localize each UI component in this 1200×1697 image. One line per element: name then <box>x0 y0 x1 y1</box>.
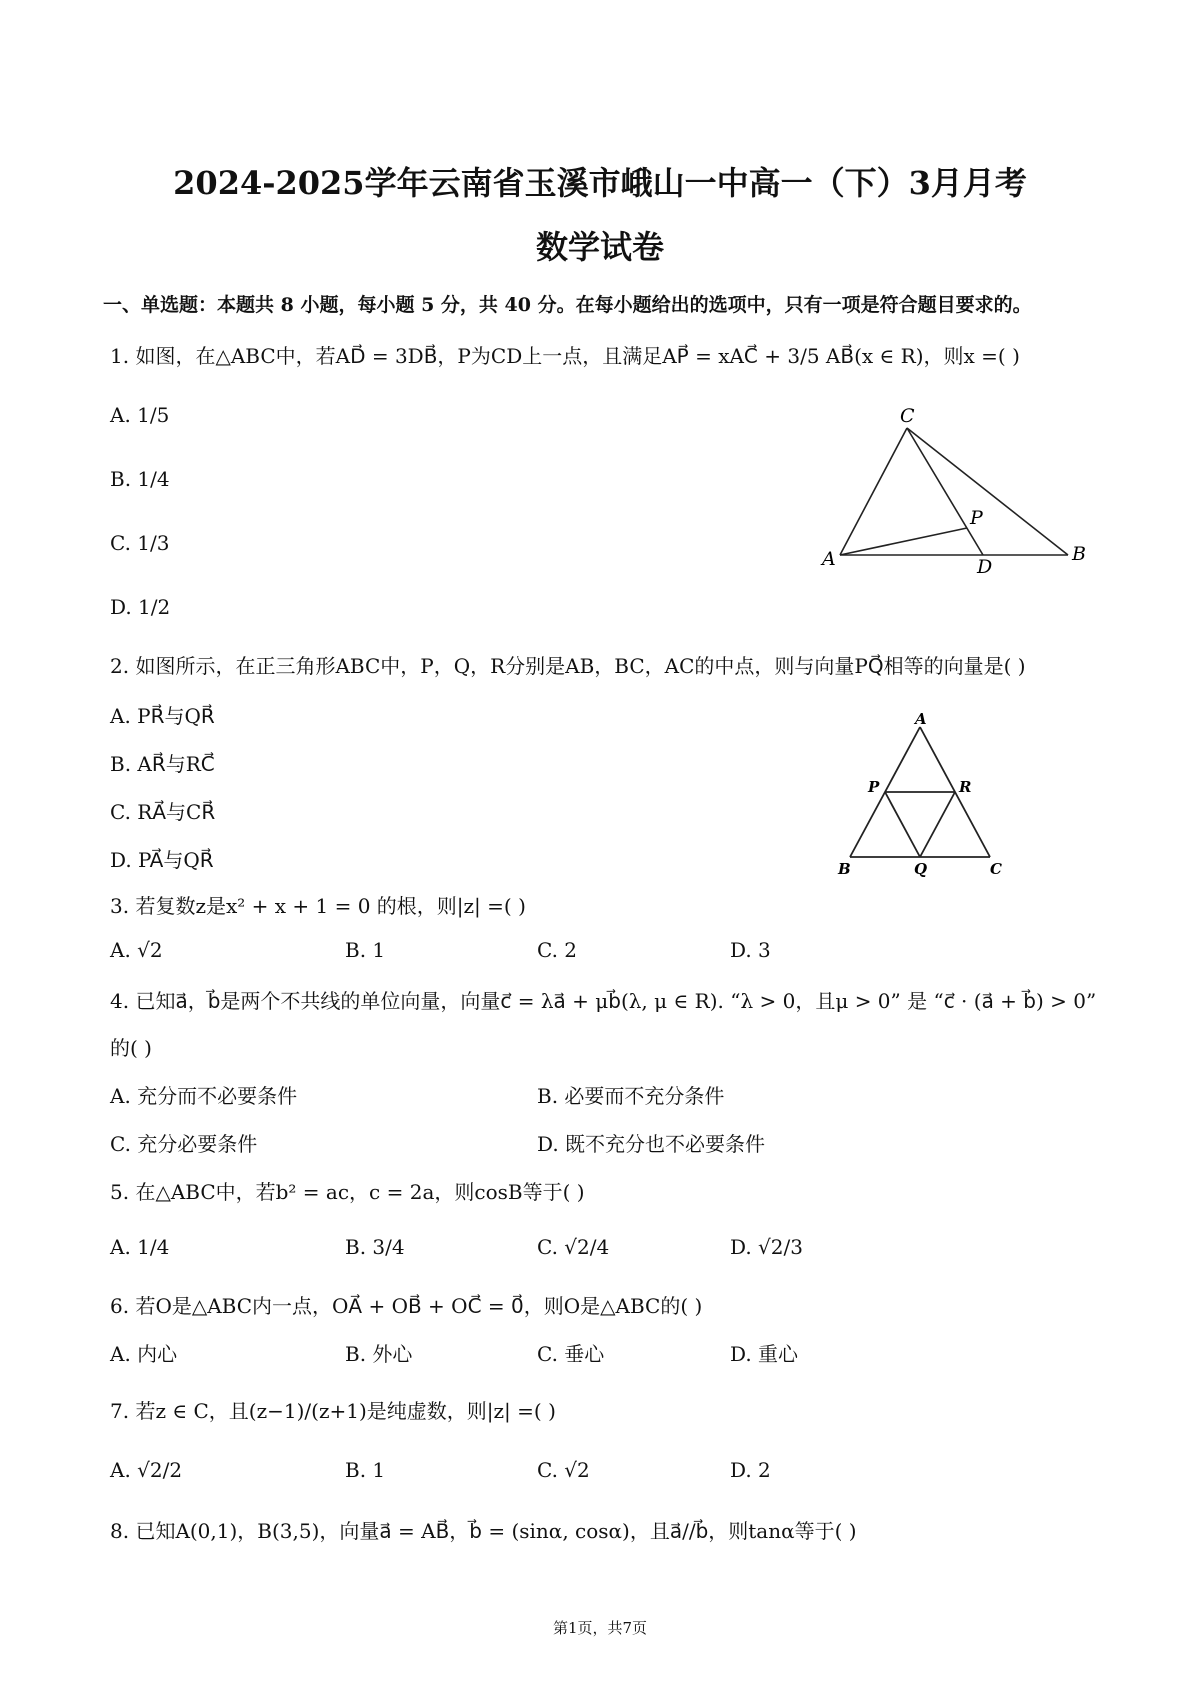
question-4-option-b: B. 必要而不充分条件 <box>537 1084 725 1108</box>
question-6-option-b: B. 外心 <box>345 1342 413 1366</box>
question-7-option-a: A. √2/2 <box>110 1458 183 1482</box>
question-5-option-b: B. 3/4 <box>345 1235 405 1259</box>
fig1-label-d: D <box>977 556 993 578</box>
question-2-option-d: D. PA⃗与QR⃗ <box>110 848 214 872</box>
page-subtitle: 数学试卷 <box>535 228 664 266</box>
fig1-label-a: A <box>822 548 836 570</box>
question-1-option-a: A. 1/5 <box>110 403 170 427</box>
question-7-option-c: C. √2 <box>537 1458 590 1482</box>
question-8-stem: 8. 已知A(0,1)，B(3,5)，向量a⃗ = AB⃗，b⃗ = (sinα, cosα)，且a⃗//b⃗，则tanα等于( ) <box>110 1519 857 1543</box>
section-heading: 一、单选题：本题共 8 小题，每小题 5 分，共 40 分。在每小题给出的选项中，只有一项是符合题目要求的。 <box>103 294 1032 316</box>
fig2-label-a: A <box>915 712 927 728</box>
question-5-option-a: A. 1/4 <box>110 1235 170 1259</box>
fig2-label-b: B <box>838 860 851 878</box>
fig1-label-c: C <box>900 405 915 427</box>
question-3-stem: 3. 若复数z是x² + x + 1 = 0 的根，则|z| =( ) <box>110 894 526 918</box>
question-2-option-a: A. PR⃗与QR⃗ <box>110 704 215 728</box>
question-2-option-b: B. AR⃗与RC⃗ <box>110 752 215 776</box>
fig2-label-q: Q <box>914 860 928 878</box>
triangle-figure-q1 <box>800 400 1100 580</box>
question-6-option-d: D. 重心 <box>730 1342 799 1366</box>
fig2-segment-pq <box>885 792 920 857</box>
page-title: 2024-2025学年云南省玉溪市峨山一中高一（下）3月月考 <box>173 164 1027 202</box>
fig1-label-p: P <box>970 507 983 529</box>
question-3-option-d: D. 3 <box>730 938 771 962</box>
question-7-option-b: B. 1 <box>345 1458 386 1482</box>
question-1-stem: 1. 如图，在△ABC中，若AD⃗ = 3DB⃗，P为CD上一点，且满足AP⃗ = xAC⃗ + 3/5 AB⃗(x ∈ R)，则x =( ) <box>110 344 1020 368</box>
fig2-label-r: R <box>959 778 972 796</box>
fig2-segment-rq <box>920 792 955 857</box>
triangle-figure-q2 <box>830 712 1010 882</box>
question-4-option-a: A. 充分而不必要条件 <box>110 1084 298 1108</box>
question-7-option-d: D. 2 <box>730 1458 771 1482</box>
question-1-option-c: C. 1/3 <box>110 531 170 555</box>
question-2-stem: 2. 如图所示，在正三角形ABC中，P，Q，R分别是AB，BC，AC的中点，则与向量PQ⃗相等的向量是( ) <box>110 654 1026 678</box>
fig1-segment-cd <box>907 428 983 555</box>
question-6-stem: 6. 若O是△ABC内一点，OA⃗ + OB⃗ + OC⃗ = 0⃗，则O是△ABC的( ) <box>110 1294 703 1318</box>
question-1-option-d: D. 1/2 <box>110 595 171 619</box>
question-4-option-c: C. 充分必要条件 <box>110 1132 258 1156</box>
question-2-option-c: C. RA⃗与CR⃗ <box>110 800 216 824</box>
question-5-option-c: C. √2/4 <box>537 1235 610 1259</box>
fig2-label-p: P <box>868 778 880 796</box>
question-3-option-a: A. √2 <box>110 938 163 962</box>
question-5-option-d: D. √2/3 <box>730 1235 803 1259</box>
question-5-stem: 5. 在△ABC中，若b² = ac，c = 2a，则cosB等于( ) <box>110 1180 585 1204</box>
fig2-label-c: C <box>990 860 1002 878</box>
question-3-option-c: C. 2 <box>537 938 578 962</box>
question-6-option-a: A. 内心 <box>110 1342 178 1366</box>
fig1-segment-ap <box>840 528 967 555</box>
question-4-option-d: D. 既不充分也不必要条件 <box>537 1132 766 1156</box>
question-4-stem: 4. 已知a⃗，b⃗是两个不共线的单位向量，向量c⃗ = λa⃗ + μb⃗(λ, μ ∈ R). “λ > 0，且μ > 0” 是 “c⃗ · (a⃗ + b⃗) > 0” <box>110 989 1097 1013</box>
question-1-option-b: B. 1/4 <box>110 467 170 491</box>
page-footer: 第1页，共7页 <box>552 1619 648 1637</box>
question-7-stem: 7. 若z ∈ C，且(z−1)/(z+1)是纯虚数，则|z| =( ) <box>110 1399 556 1423</box>
fig1-label-b: B <box>1072 543 1086 565</box>
question-4-stem-continued: 的( ) <box>110 1036 152 1060</box>
question-3-option-b: B. 1 <box>345 938 386 962</box>
question-6-option-c: C. 垂心 <box>537 1342 605 1366</box>
fig1-side-ac <box>840 428 907 555</box>
